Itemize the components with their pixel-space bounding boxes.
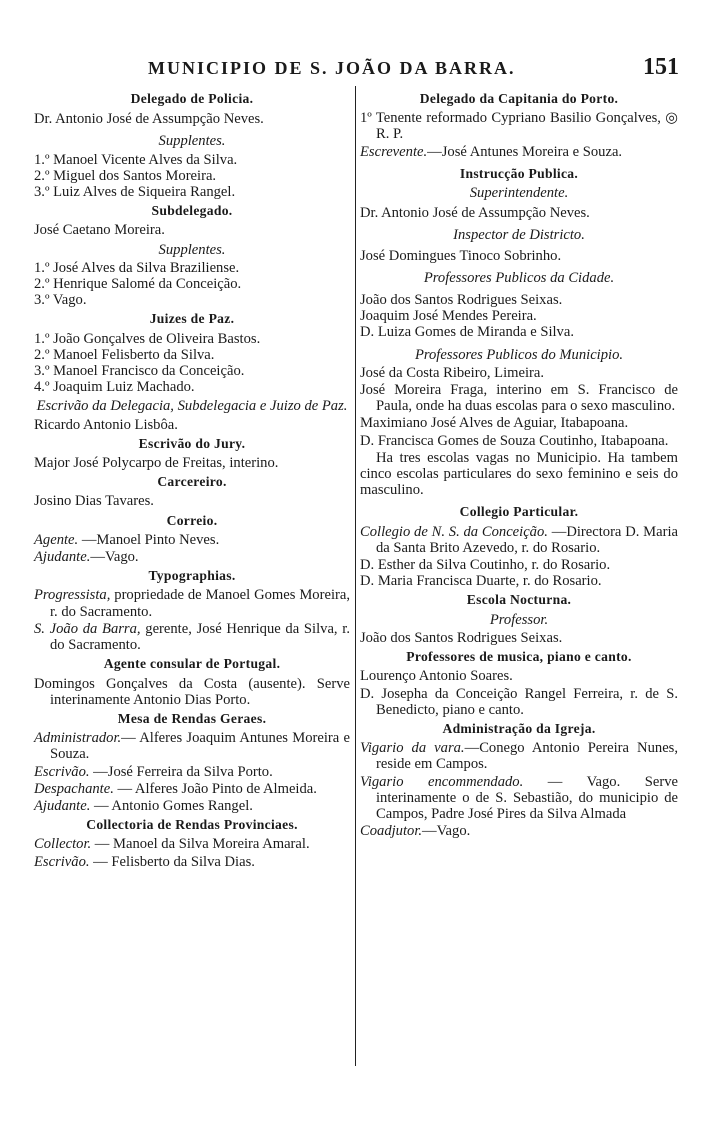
list-item: 2.º Manoel Felisberto da Silva. bbox=[34, 346, 215, 363]
list-item: 3.º Luiz Alves de Siqueira Rangel. bbox=[34, 184, 236, 201]
section-heading: Mesa de Rendas Geraes. bbox=[117, 710, 267, 726]
page-header bbox=[0, 54, 715, 84]
list-item: João dos Santos Rodrigues Seixas. bbox=[360, 292, 563, 309]
section-heading: Agente consular de Portugal. bbox=[103, 656, 281, 672]
entry-value: —José Antunes Moreira e Souza. bbox=[427, 143, 623, 160]
section-heading: Collegio Particular. bbox=[459, 504, 579, 520]
section-heading: Correio. bbox=[166, 512, 218, 528]
entry bbox=[34, 549, 350, 565]
entry-value: — Antonio Gomes Rangel. bbox=[90, 797, 253, 814]
entry-value: — Manoel da Silva Moreira Amaral. bbox=[91, 836, 310, 853]
entry-value: — Felisberto da Silva Dias. bbox=[89, 853, 255, 870]
entry: Dr. Antonio José de Assumpção Neves. bbox=[34, 111, 264, 128]
entry bbox=[360, 524, 678, 556]
entry bbox=[34, 730, 350, 762]
entry bbox=[34, 781, 350, 797]
entry-label: Collegio de N. S. da Conceição. bbox=[360, 523, 548, 540]
entry: José Domingues Tinoco Sobrinho. bbox=[360, 247, 562, 264]
entry-value: — Vago. Serve interinamente o de S. Sebastião, do municipio de Campos, Padre José Pires da Silva Almada bbox=[376, 773, 678, 822]
entry-label: Escrivão. bbox=[34, 853, 90, 870]
entry-label: Progressista, bbox=[34, 587, 111, 604]
section-heading: Instrucção Publica. bbox=[459, 165, 579, 181]
entry-value: — Alferes Joaquim Antunes Moreira e Souza. bbox=[50, 730, 350, 763]
list-item: 1.º João Gonçalves de Oliveira Bastos. bbox=[34, 330, 261, 347]
left-column bbox=[34, 88, 350, 871]
list-item: 3.º Manoel Francisco da Conceição. bbox=[34, 363, 245, 380]
sub-heading: Professor. bbox=[489, 611, 549, 628]
list-item: D. Francisca Gomes de Souza Coutinho, Itabapoana. bbox=[360, 432, 669, 449]
sub-heading: Inspector de Districto. bbox=[453, 227, 585, 244]
entry-label: Escrivão. bbox=[34, 763, 90, 780]
entry: Ricardo Antonio Lisbôa. bbox=[34, 416, 178, 433]
list-item: Maximiano José Alves de Aguiar, Itabapoana. bbox=[360, 415, 629, 432]
section-heading: Collectoria de Rendas Provinciaes. bbox=[86, 817, 298, 833]
sub-heading: Supplentes. bbox=[158, 133, 226, 150]
entry: Josino Dias Tavares. bbox=[34, 493, 154, 510]
entry-label: Vigario encommendado. bbox=[360, 773, 524, 790]
entry bbox=[360, 144, 678, 160]
entry-value: —Vago. bbox=[422, 823, 471, 840]
section-heading: Typographias. bbox=[148, 568, 236, 584]
entry: José Caetano Moreira. bbox=[34, 222, 165, 239]
section-heading: Subdelegado. bbox=[151, 203, 233, 219]
entry-value: —José Ferreira da Silva Porto. bbox=[89, 763, 273, 780]
page-number: 151 bbox=[643, 54, 679, 80]
entry bbox=[34, 532, 350, 548]
entry bbox=[34, 621, 350, 653]
entry: Domingos Gonçalves da Costa (ausente). Serve interinamente Antonio Dias Porto. bbox=[34, 675, 350, 708]
entry: Dr. Antonio José de Assumpção Neves. bbox=[360, 205, 590, 222]
sub-heading: Professores Publicos do Municipio. bbox=[414, 346, 624, 363]
list-item: D. Josepha da Conceição Rangel Ferreira, r. de S. Benedicto, piano e canto. bbox=[360, 685, 678, 718]
list-item: 3.º Vago. bbox=[34, 292, 87, 309]
entry bbox=[34, 764, 350, 780]
sub-heading: Supplentes. bbox=[158, 241, 226, 258]
column-divider bbox=[355, 86, 356, 1066]
entry bbox=[360, 823, 678, 839]
entry-label: Ajudante. bbox=[34, 797, 91, 814]
entry bbox=[360, 740, 678, 772]
list-item: D. Luiza Gomes de Miranda e Silva. bbox=[360, 324, 574, 341]
sub-heading: Professores Publicos da Cidade. bbox=[423, 269, 615, 286]
section-heading: Juizes de Paz. bbox=[149, 311, 235, 327]
entry: 1º Tenente reformado Cypriano Basilio Gonçalves, ◎ R. P. bbox=[360, 110, 678, 143]
list-item: 4.º Joaquim Luiz Machado. bbox=[34, 379, 195, 396]
section-heading: Carcereiro. bbox=[157, 474, 227, 490]
entry-label: Ajudante. bbox=[34, 549, 91, 566]
list-item: 2.º Henrique Salomé da Conceição. bbox=[34, 276, 242, 293]
sub-heading: Superintendente. bbox=[469, 185, 569, 202]
entry-value: —Manoel Pinto Neves. bbox=[78, 531, 220, 548]
section-heading: Delegado de Policia. bbox=[130, 91, 254, 106]
entry-value: propriedade de Manoel Gomes Moreira, r. do Sacramento. bbox=[50, 587, 350, 620]
list-item: D. Esther da Silva Coutinho, r. do Rosario. bbox=[360, 557, 611, 574]
entry-value: —Conego Antonio Pereira Nunes, reside em Campos. bbox=[376, 740, 678, 773]
sub-heading: Escrivão da Delegacia, Subdelegacia e Juizo de Paz. bbox=[36, 398, 348, 415]
list-item: 1.º Manoel Vicente Alves da Silva. bbox=[34, 151, 238, 168]
section-heading: Administração da Igreja. bbox=[442, 720, 596, 736]
list-item: D. Maria Francisca Duarte, r. do Rosario. bbox=[360, 573, 602, 590]
entry bbox=[34, 836, 350, 852]
entry: Major José Polycarpo de Freitas, interino. bbox=[34, 455, 279, 472]
entry-label: S. João da Barra, bbox=[34, 620, 141, 637]
note: Ha tres escolas vagas no Municipio. Ha tambem cinco escolas particulares do sexo feminino e seis do masculino. bbox=[360, 449, 678, 499]
entry-label: Escrevente. bbox=[360, 143, 428, 160]
entry bbox=[34, 587, 350, 619]
list-item: José Moreira Fraga, interino em S. Francisco de Paula, onde ha duas escolas para o sexo masculino. bbox=[360, 382, 678, 415]
entry-label: Vigario da vara. bbox=[360, 740, 465, 757]
entry-label: Administrador. bbox=[34, 730, 122, 747]
entry-label: Collector. bbox=[34, 836, 92, 853]
entry-label: Coadjutor. bbox=[360, 823, 423, 840]
entry-value: —Vago. bbox=[90, 549, 139, 566]
entry-value: — Alferes João Pinto de Almeida. bbox=[113, 780, 317, 797]
section-heading: Professores de musica, piano e canto. bbox=[406, 649, 632, 665]
page-title: MUNICIPIO DE S. JOÃO DA BARRA. bbox=[148, 58, 516, 78]
section-heading: Escrivão do Jury. bbox=[138, 435, 246, 451]
entry bbox=[34, 854, 350, 870]
right-column bbox=[360, 88, 678, 840]
list-item: Joaquim José Mendes Pereira. bbox=[360, 308, 537, 325]
entry: João dos Santos Rodrigues Seixas. bbox=[360, 629, 563, 646]
entry-label: Agente. bbox=[34, 531, 79, 548]
section-heading: Escola Nocturna. bbox=[466, 592, 572, 608]
list-item: Lourenço Antonio Soares. bbox=[360, 668, 513, 685]
list-item: 2.º Miguel dos Santos Moreira. bbox=[34, 167, 217, 184]
entry bbox=[360, 774, 678, 823]
section-heading: Delegado da Capitania do Porto. bbox=[419, 91, 619, 106]
list-item: José da Costa Ribeiro, Limeira. bbox=[360, 364, 545, 381]
entry bbox=[34, 798, 350, 814]
list-item: 1.º José Alves da Silva Braziliense. bbox=[34, 259, 240, 276]
entry-value: —Directora D. Maria da Santa Brito Azevedo, r. do Rosario. bbox=[376, 523, 679, 556]
entry-label: Despachante. bbox=[34, 780, 114, 797]
entry-value: gerente, José Henrique da Silva, r. do Sacramento. bbox=[50, 620, 350, 654]
